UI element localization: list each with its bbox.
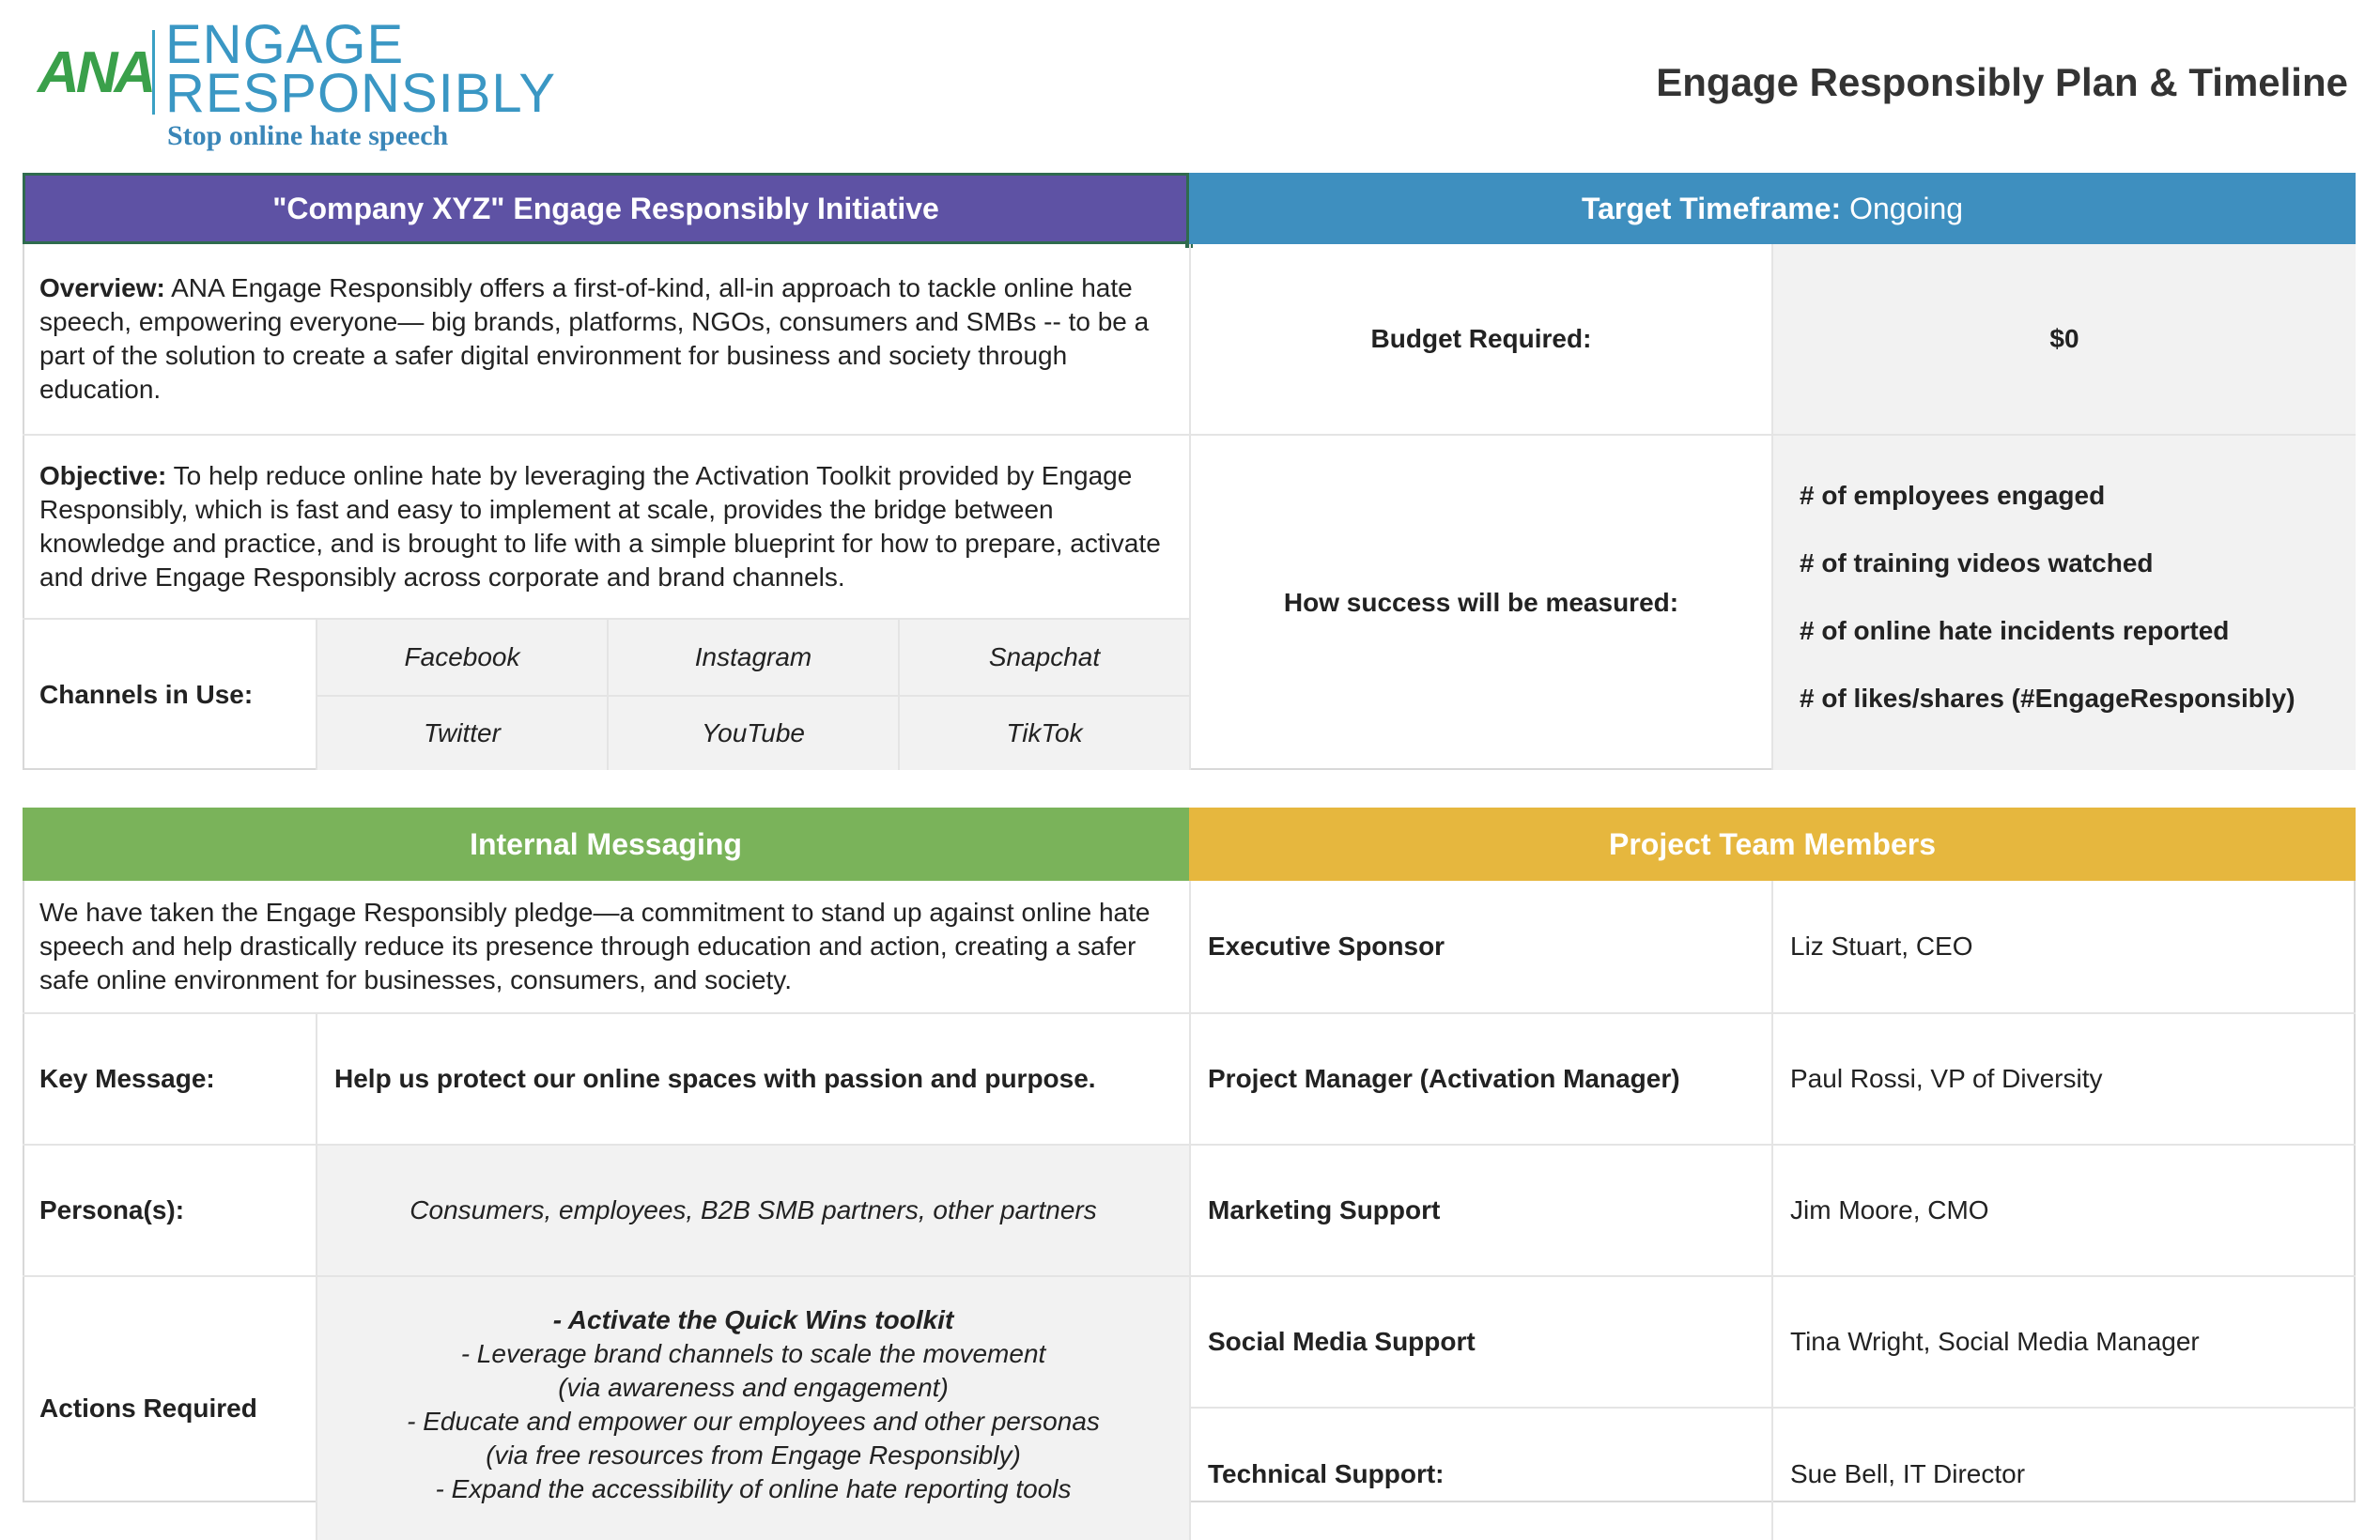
team-role: Project Manager (Activation Manager)	[1189, 1014, 1771, 1146]
team-member-name: Paul Rossi, VP of Diversity	[1771, 1014, 2356, 1146]
action-item: - Activate the Quick Wins toolkit	[552, 1305, 954, 1334]
team-member-name: Jim Moore, CMO	[1771, 1146, 2356, 1277]
key-message-value: Help us protect our online spaces with passion and purpose.	[316, 1014, 1189, 1146]
internal-messaging-header	[23, 808, 1189, 881]
document-title: Engage Responsibly Plan & Timeline	[1656, 60, 2348, 104]
channel-youtube: YouTube	[607, 695, 898, 770]
team-member-name: Liz Stuart, CEO	[1771, 881, 2356, 1014]
team-role: Marketing Support	[1189, 1146, 1771, 1277]
channel-tiktok: TikTok	[898, 695, 1189, 770]
internal-messaging-title: Internal Messaging	[470, 826, 742, 861]
metric-likes-shares: # of likes/shares (#EngageResponsibly)	[1800, 684, 2295, 713]
logo-tagline: Stop online hate speech	[167, 120, 449, 151]
logo-line-1: ENGAGE	[165, 14, 405, 75]
team-role: Technical Support:	[1189, 1409, 1771, 1540]
persona-label: Persona(s):	[23, 1146, 316, 1277]
channel-instagram: Instagram	[607, 620, 898, 695]
overview-cell	[23, 244, 1189, 436]
initiative-title: "Company XYZ" Engage Responsibly Initiative	[272, 191, 939, 225]
overview-text: ANA Engage Responsibly offers a first-of-kind, all-in approach to tackle online hate speech, empowering everyone— big brands, platforms, NGOs, consumers and SMBs -- to be a part of the solution to create a safer digital environment for business and society through education.	[39, 273, 1150, 404]
timeframe-value: Ongoing	[1841, 191, 1964, 225]
objective-cell	[23, 436, 1189, 620]
action-item: (via free resources from Engage Responsibly)	[486, 1440, 1021, 1470]
engage-responsibly-logo	[165, 14, 557, 124]
project-team-header	[1189, 808, 2356, 881]
budget-label: Budget Required:	[1189, 244, 1771, 436]
timeframe-label: Target Timeframe:	[1581, 191, 1842, 225]
logo-line-2: RESPONSIBLY	[165, 63, 557, 124]
action-item: (via awareness and engagement)	[558, 1373, 949, 1402]
action-item: - Expand the accessibility of online hate reporting tools	[435, 1474, 1072, 1503]
success-label: How success will be measured:	[1189, 436, 1771, 770]
channel-twitter: Twitter	[316, 695, 607, 770]
action-item: - Leverage brand channels to scale the movement	[460, 1339, 1046, 1368]
logo-divider	[152, 30, 155, 115]
channel-snapchat: Snapchat	[898, 620, 1189, 695]
action-item: - Educate and empower our employees and other personas	[407, 1407, 1100, 1436]
success-metrics	[1771, 436, 2356, 770]
project-team-title: Project Team Members	[1609, 826, 1936, 861]
initiative-header[interactable]	[23, 173, 1189, 244]
pledge-text: We have taken the Engage Responsibly pledge—a commitment to stand up against online hate speech and help drastically reduce its presence through education and action, creating a safer safe online environment for businesses, consumers, and society.	[23, 881, 1189, 1014]
timeframe-header	[1189, 173, 2356, 244]
key-message-label: Key Message:	[23, 1014, 316, 1146]
metric-incidents-reported: # of online hate incidents reported	[1800, 616, 2230, 645]
objective-text: To help reduce online hate by leveraging the Activation Toolkit provided by Engage Responsibly, which is fast and easy to implement at scale, provides the bridge between knowledge and practice, and is brought to life with a simple blueprint for how to prepare, activate and drive Engage Responsibly across corporate and brand channels.	[39, 461, 1161, 592]
persona-value: Consumers, employees, B2B SMB partners, other partners	[316, 1146, 1189, 1277]
actions-label: Actions Required	[39, 1394, 257, 1423]
team-role: Social Media Support	[1189, 1277, 1771, 1409]
metric-employees-engaged: # of employees engaged	[1800, 481, 2106, 510]
team-member-name: Tina Wright, Social Media Manager	[1771, 1277, 2356, 1409]
ana-logo: ANA	[38, 40, 153, 105]
overview-label: Overview:	[39, 273, 165, 302]
team-role: Executive Sponsor	[1189, 881, 1771, 1014]
metric-training-videos: # of training videos watched	[1800, 548, 2154, 578]
budget-value: $0	[1771, 244, 2356, 436]
actions-list	[316, 1277, 1189, 1540]
team-member-name: Sue Bell, IT Director	[1771, 1409, 2356, 1540]
channel-facebook: Facebook	[316, 620, 607, 695]
channels-label: Channels in Use:	[39, 680, 254, 709]
objective-label: Objective:	[39, 461, 167, 490]
